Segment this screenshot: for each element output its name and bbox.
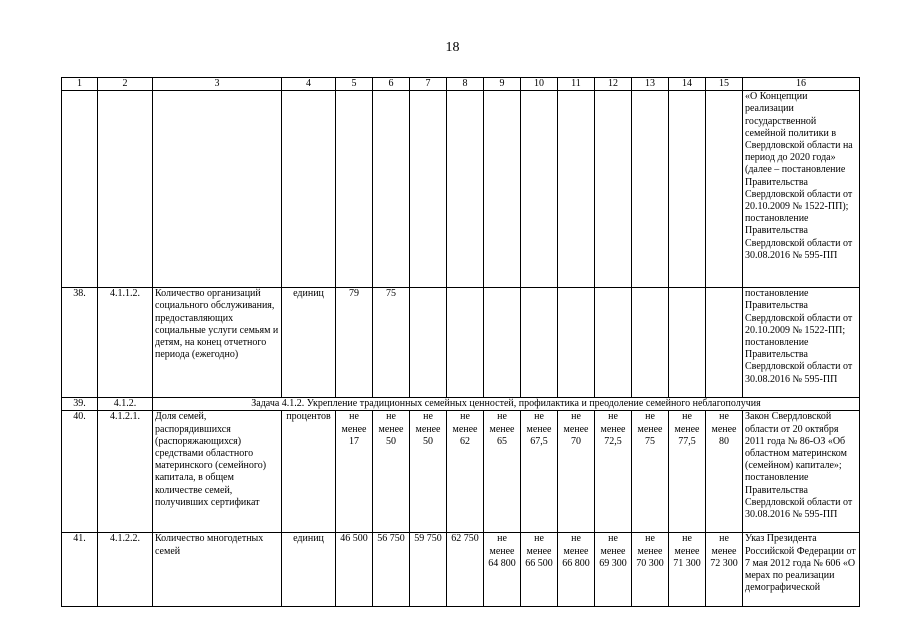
unit: единиц bbox=[282, 533, 336, 607]
indicator-code: 4.1.2. bbox=[98, 398, 153, 411]
col-number: 1 bbox=[62, 78, 98, 91]
unit bbox=[282, 91, 336, 288]
legal-basis: Закон Свердловской области от 20 октября 2011 года № 86-ОЗ «Об областном материнском (семейном) капитале»; постановление Правительства Свердловской области от 30.08.2016 № 595-ПП bbox=[743, 411, 860, 533]
col-number: 11 bbox=[558, 78, 595, 91]
indicator-name bbox=[153, 91, 282, 288]
col-number: 16 bbox=[743, 78, 860, 91]
value-cell bbox=[632, 288, 669, 398]
col-number: 2 bbox=[98, 78, 153, 91]
col-number: 6 bbox=[373, 78, 410, 91]
value-cell: не менее 72,5 bbox=[595, 411, 632, 533]
legal-basis: постановление Правительства Свердловской области от 20.10.2009 № 1522-ПП; постановление Правительства Свердловской области от 30.08.2016 № 595-ПП bbox=[743, 288, 860, 398]
table-row bbox=[62, 288, 860, 398]
indicator-name: Доля семей, распорядившихся (распоряжающихся) средствами областного материнского (семейного) капитала, в общем количестве семей, получивших сертификат bbox=[153, 411, 282, 533]
value-cell: не менее 70 300 bbox=[632, 533, 669, 607]
value-cell: не менее 70 bbox=[558, 411, 595, 533]
value-cell bbox=[410, 288, 447, 398]
value-cell bbox=[410, 91, 447, 288]
value-cell: не менее 50 bbox=[373, 411, 410, 533]
indicators-table bbox=[61, 77, 860, 607]
value-cell: 46 500 bbox=[336, 533, 373, 607]
value-cell: не менее 62 bbox=[447, 411, 484, 533]
value-cell: не менее 65 bbox=[484, 411, 521, 533]
value-cell bbox=[521, 91, 558, 288]
value-cell: не менее 72 300 bbox=[706, 533, 743, 607]
column-number-row bbox=[62, 78, 860, 91]
col-number: 12 bbox=[595, 78, 632, 91]
indicator-name: Количество многодетных семей bbox=[153, 533, 282, 607]
table-row bbox=[62, 411, 860, 533]
col-number: 15 bbox=[706, 78, 743, 91]
value-cell bbox=[484, 91, 521, 288]
row-number: 41. bbox=[62, 533, 98, 607]
task-row bbox=[62, 398, 860, 411]
value-cell: не менее 69 300 bbox=[595, 533, 632, 607]
value-cell bbox=[558, 91, 595, 288]
value-cell: не менее 71 300 bbox=[669, 533, 706, 607]
value-cell: не менее 77,5 bbox=[669, 411, 706, 533]
value-cell bbox=[447, 288, 484, 398]
table-row bbox=[62, 91, 860, 288]
value-cell: 59 750 bbox=[410, 533, 447, 607]
task-title: Задача 4.1.2. Укрепление традиционных семейных ценностей, профилактика и преодоление семейного неблагополучия bbox=[153, 398, 860, 411]
value-cell: не менее 80 bbox=[706, 411, 743, 533]
value-cell: не менее 50 bbox=[410, 411, 447, 533]
legal-basis: «О Концепции реализации государственной семейной политики в Свердловской области на период до 2020 года» (далее – постановление Правительства Свердловской области от 20.10.2009 № 1522-ПП); постановление Правительства Свердловской области от 30.08.2016 № 595-ПП bbox=[743, 91, 860, 288]
value-cell bbox=[669, 91, 706, 288]
table-row bbox=[62, 533, 860, 607]
indicator-code: 4.1.2.1. bbox=[98, 411, 153, 533]
value-cell bbox=[706, 288, 743, 398]
value-cell: не менее 64 800 bbox=[484, 533, 521, 607]
col-number: 5 bbox=[336, 78, 373, 91]
value-cell: 79 bbox=[336, 288, 373, 398]
value-cell: 56 750 bbox=[373, 533, 410, 607]
value-cell: 75 bbox=[373, 288, 410, 398]
col-number: 3 bbox=[153, 78, 282, 91]
indicator-name: Количество организаций социального обслуживания, предоставляющих социальные услуги семьям и детям, на конец отчетного периода (ежегодно) bbox=[153, 288, 282, 398]
value-cell bbox=[373, 91, 410, 288]
col-number: 14 bbox=[669, 78, 706, 91]
value-cell bbox=[447, 91, 484, 288]
value-cell bbox=[669, 288, 706, 398]
unit: единиц bbox=[282, 288, 336, 398]
row-number: 39. bbox=[62, 398, 98, 411]
unit: процентов bbox=[282, 411, 336, 533]
value-cell bbox=[706, 91, 743, 288]
value-cell bbox=[632, 91, 669, 288]
col-number: 4 bbox=[282, 78, 336, 91]
page-number: 18 bbox=[445, 40, 460, 55]
indicator-code: 4.1.2.2. bbox=[98, 533, 153, 607]
indicator-code: 4.1.1.2. bbox=[98, 288, 153, 398]
row-number bbox=[62, 91, 98, 288]
value-cell bbox=[595, 91, 632, 288]
value-cell bbox=[484, 288, 521, 398]
value-cell bbox=[521, 288, 558, 398]
value-cell: не менее 66 800 bbox=[558, 533, 595, 607]
value-cell bbox=[595, 288, 632, 398]
row-number: 40. bbox=[62, 411, 98, 533]
value-cell bbox=[558, 288, 595, 398]
col-number: 7 bbox=[410, 78, 447, 91]
value-cell: не менее 67,5 bbox=[521, 411, 558, 533]
value-cell: не менее 17 bbox=[336, 411, 373, 533]
row-number: 38. bbox=[62, 288, 98, 398]
value-cell bbox=[336, 91, 373, 288]
indicator-code bbox=[98, 91, 153, 288]
col-number: 8 bbox=[447, 78, 484, 91]
value-cell: не менее 75 bbox=[632, 411, 669, 533]
col-number: 9 bbox=[484, 78, 521, 91]
legal-basis: Указ Президента Российской Федерации от 7 мая 2012 года № 606 «О мерах по реализации демографической bbox=[743, 533, 860, 607]
col-number: 10 bbox=[521, 78, 558, 91]
value-cell: не менее 66 500 bbox=[521, 533, 558, 607]
col-number: 13 bbox=[632, 78, 669, 91]
value-cell: 62 750 bbox=[447, 533, 484, 607]
